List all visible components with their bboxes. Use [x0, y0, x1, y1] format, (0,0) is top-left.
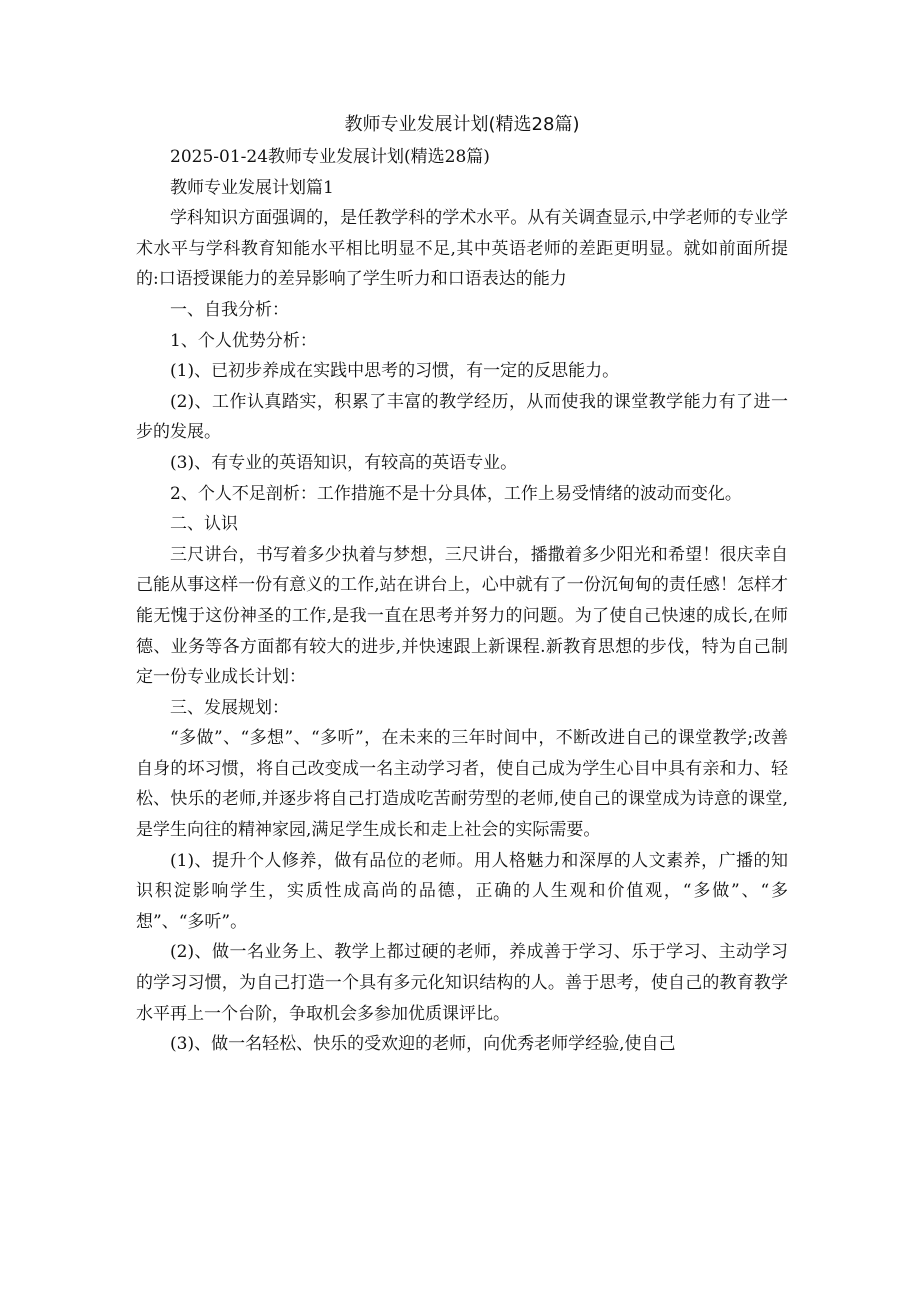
paragraph-heading-self-analysis: 一、自我分析：	[170, 299, 289, 320]
paragraph-heading-strengths: 1、个人优势分析：	[170, 330, 317, 351]
paragraph-weaknesses: 2、个人不足剖析：工作措施不是十分具体，工作上易受情绪的波动而变化。	[170, 483, 742, 504]
paragraph-recognition-body: 三尺讲台，书写着多少执着与梦想，三尺讲台，播撒着多少阳光和希望！很庆幸自己能从事这样一份有意义的工作,站在讲台上，心中就有了一份沉甸甸的责任感！怎样才能无愧于这份神圣的工作,是我一直在思考并努力的问题。为了使自己快速的成长,在师德、业务等各方面都有较大的进步,并快速跟上新课程.新教育思想的步伐，特为自己制定一份专业成长计划：	[136, 544, 788, 688]
paragraph-heading-recognition: 二、认识	[170, 514, 238, 535]
paragraph-strength-2: (2)、工作认真踏实，积累了丰富的教学经历，从而使我的课堂教学能力有了进一步的发展。	[136, 391, 788, 443]
paragraph-strength-3: (3)、有专业的英语知识，有较高的英语专业。	[170, 452, 518, 473]
paragraph-intro: 学科知识方面强调的，是任教学科的学术水平。从有关调查显示,中学老师的专业学术水平与学科教育知能水平相比明显不足,其中英语老师的差距更明显。就如前面所提的:口语授课能力的差异影响了学生听力和口语表达的能力	[136, 208, 788, 290]
paragraph-plan-item-1: (1)、提升个人修养，做有品位的老师。用人格魅力和深厚的人文素养，广播的知识积淀影响学生，实质性成高尚的品德，正确的人生观和价值观，“多做”、“多想”、“多听”。	[136, 850, 788, 932]
paragraph-heading-plan: 三、发展规划：	[170, 697, 289, 718]
document-title: 教师专业发展计划(精选28篇)	[344, 114, 580, 135]
paragraph-strength-1: (1)、已初步养成在实践中思考的习惯，有一定的反思能力。	[170, 361, 620, 382]
paragraph-plan-body: “多做”、“多想”、“多听”，在未来的三年时间中，不断改进自己的课堂教学;改善自身的坏习惯，将自己改变成一名主动学习者，使自己成为学生心目中具有亲和力、轻松、快乐的老师,并逐步将自己打造成吃苦耐劳型的老师,使自己的课堂成为诗意的课堂,是学生向往的精神家园,满足学生成长和走上社会的实际需要。	[136, 728, 788, 841]
paragraph-plan-item-3: (3)、做一名轻松、快乐的受欢迎的老师，向优秀老师学经验,使自己	[170, 1034, 676, 1055]
paragraph-plan-item-2: (2)、做一名业务上、教学上都过硬的老师，养成善于学习、乐于学习、主动学习的学习习惯，为自己打造一个具有多元化知识结构的人。善于思考，使自己的教育教学水平再上一个台阶，争取机会多参加优质课评比。	[136, 942, 788, 1024]
paragraph-section-heading: 教师专业发展计划篇1	[170, 177, 334, 198]
paragraph-date-title: 2025-01-24教师专业发展计划(精选28篇)	[170, 147, 490, 167]
